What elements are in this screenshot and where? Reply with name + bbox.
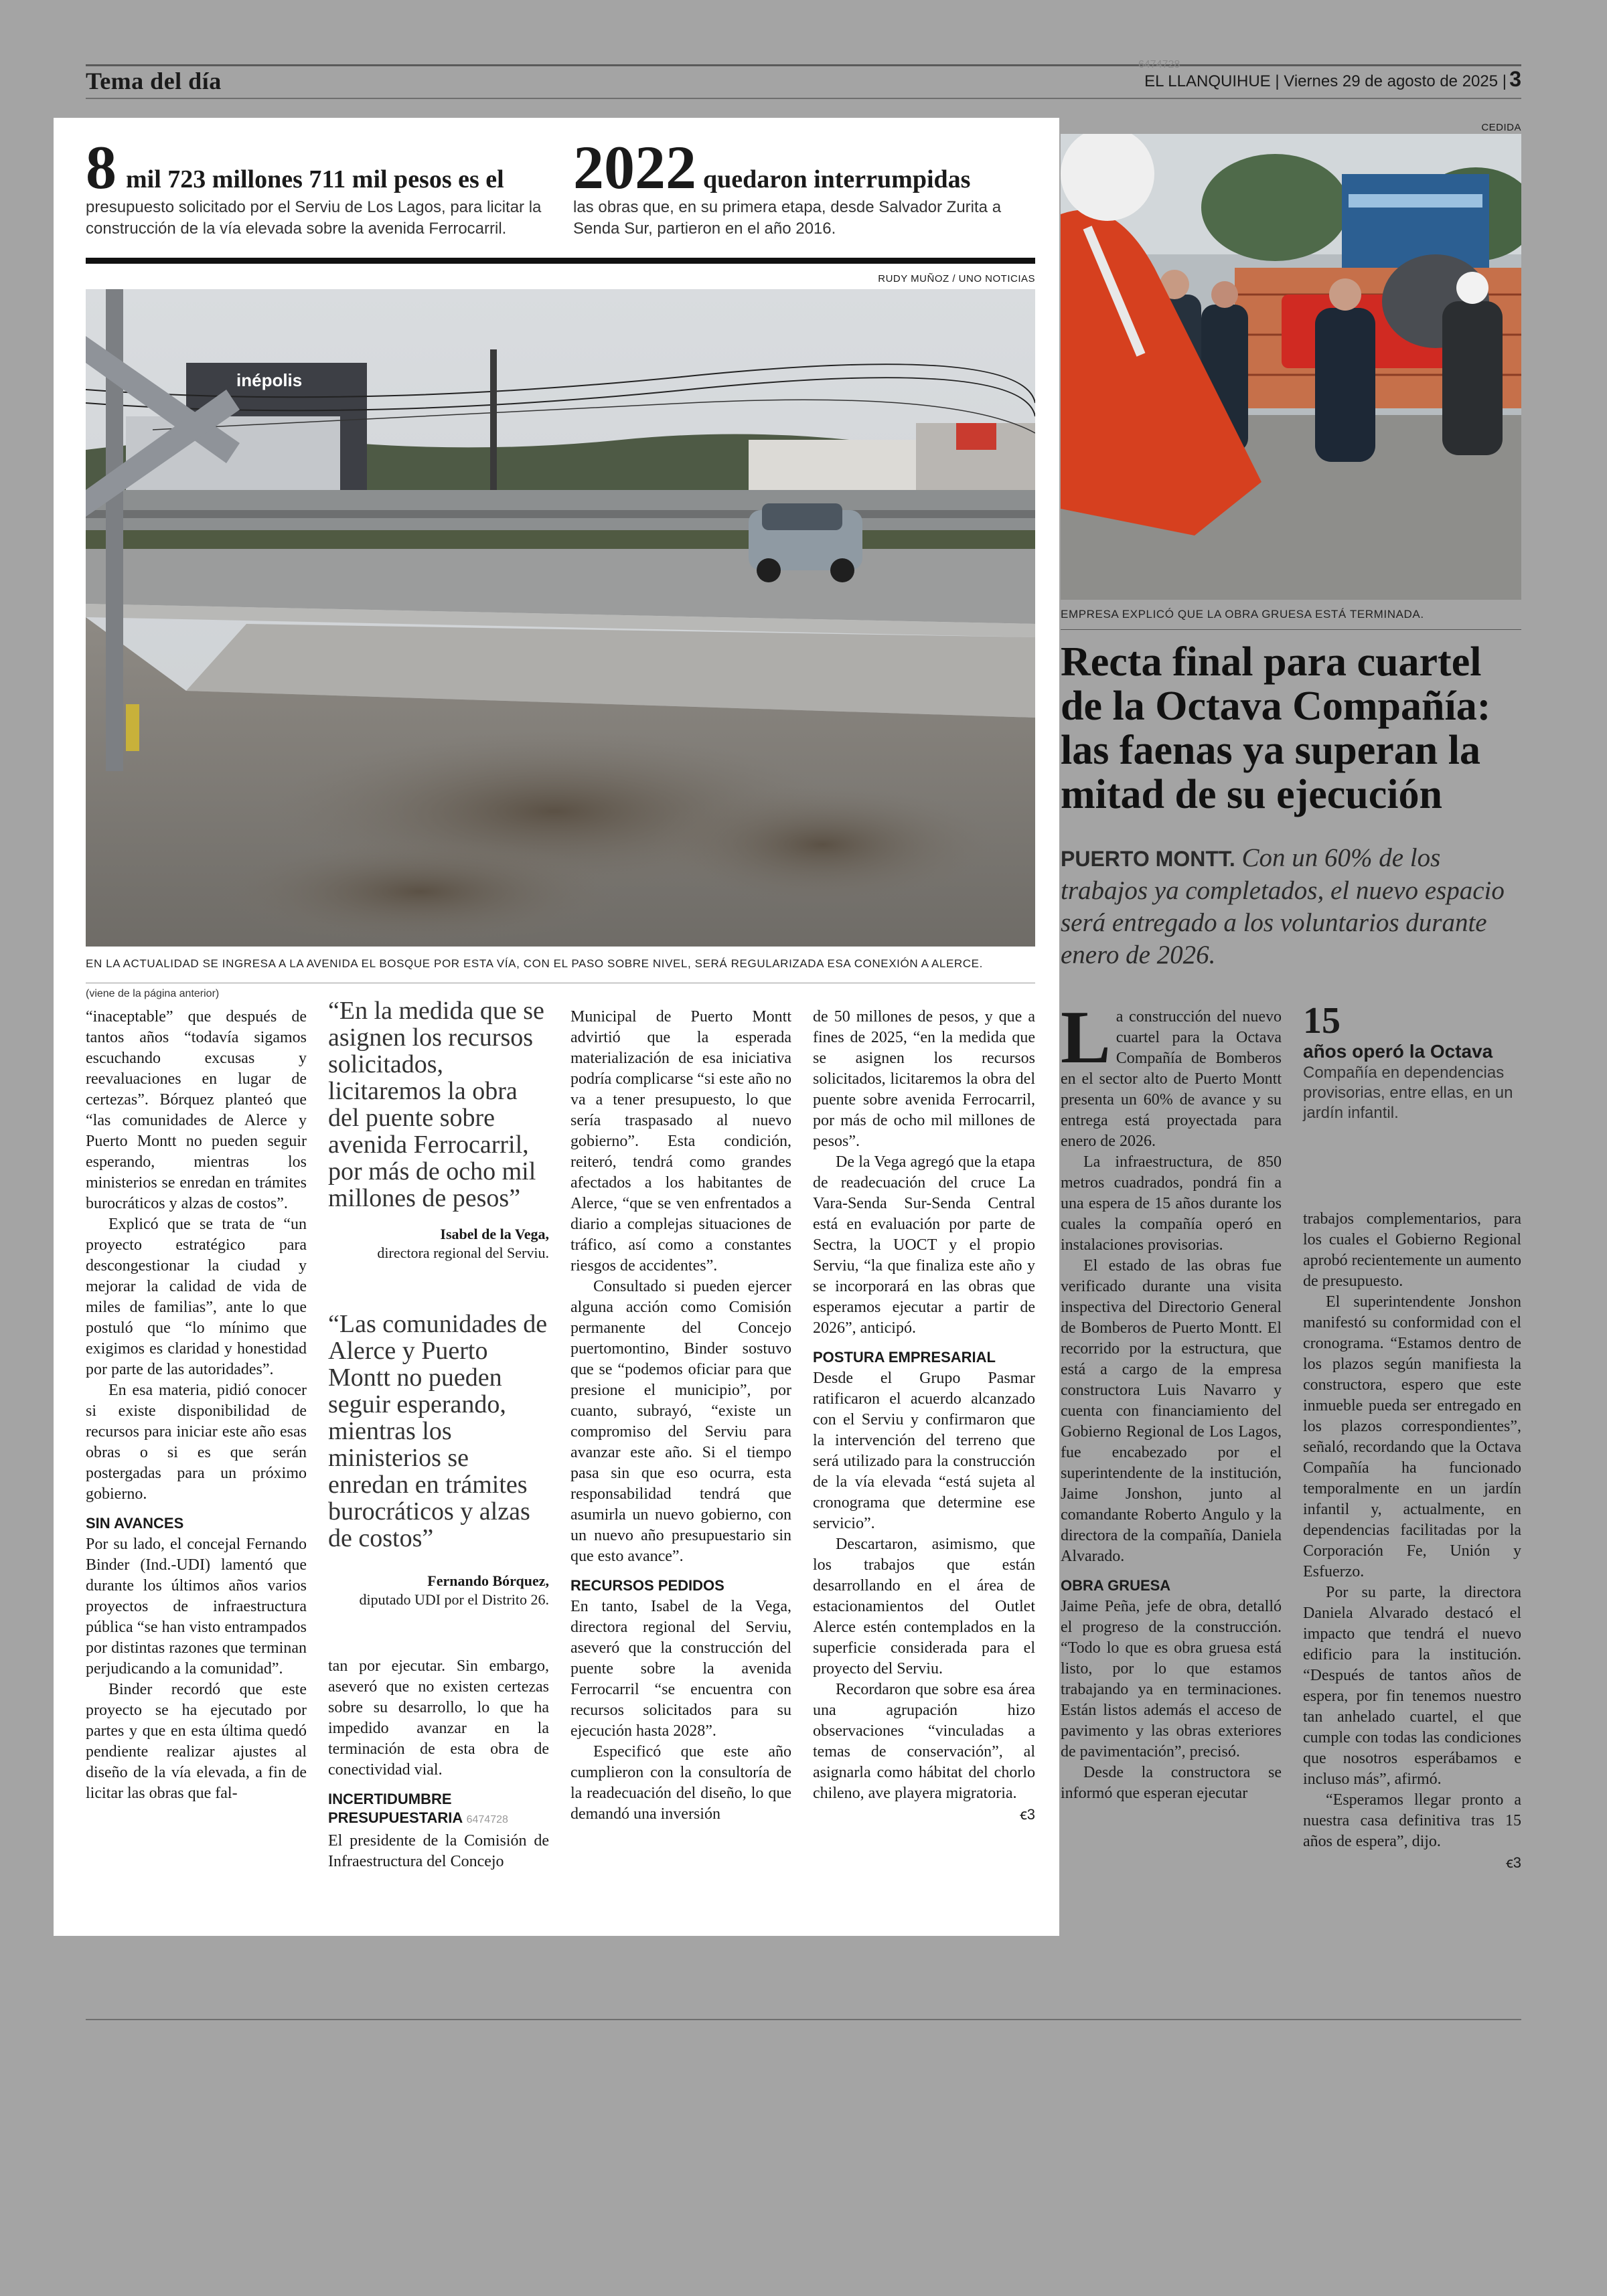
right-colAb-para-1: Jaime Peña, jefe de obra, detalló el progreso de la construcción. “Todo lo que es obra gruesa está listo, por lo que estamos trabajando ya en terminaciones. Están listos además el acceso de pavimento y las obras exteriores de pavimentación”, precisó. xyxy=(1061,1598,1282,1760)
subhead-sin-avances: SIN AVANCES xyxy=(86,1515,184,1532)
right-photo-caption: EMPRESA EXPLICÓ QUE LA OBRA GRUESA ESTÁ TERMINADA. xyxy=(1061,608,1424,621)
figure-box-2 xyxy=(573,133,1042,240)
right-photo-illustration xyxy=(1061,134,1521,600)
quote-2-role: diputado UDI por el Distrito 26. xyxy=(359,1591,549,1608)
right-colB-para-1: trabajos complementarios, para los cuales el Gobierno Regional aprobó recientemente un aumento de presupuesto. xyxy=(1303,1210,1521,1290)
col4-para-2: De la Vega agregó que la etapa de readecuación del cruce La Vara-Senda Sur-Senda Central está en evaluación por parte de Sectra, la UOCT y el propio Serviu, “la que finaliza este año y se incorporará en las obras que esperamos ejecutar a partir de 2026”, anticipó. xyxy=(813,1153,1035,1337)
left-col-4 xyxy=(813,1007,1035,1825)
right-lead xyxy=(1061,842,1521,971)
right-intro: a construcción del nuevo cuartel para la Octava Compañía de Bomberos en el sector alto de Puerto Montt presenta un 60% de avance y su entrega está proyectada para enero de 2026. xyxy=(1061,1008,1282,1150)
right-colB-para-3: Por su parte, la directora Daniela Alvarado destacó el impacto que tendrá el nuevo edificio para la institución. “Después de tantos años de espera, por fin tenemos nuestro tan anhelado cuartel, el que cumple con todas las condiciones que nosotros esperábamos e incluso más”, afirmó. xyxy=(1303,1584,1521,1788)
right-photo-credit: CEDIDA xyxy=(1481,122,1521,133)
subhead-obra-gruesa: OBRA GRUESA xyxy=(1061,1577,1171,1594)
main-photo xyxy=(86,289,1035,947)
left-col-1 xyxy=(86,1007,307,1804)
quote-block-1 xyxy=(328,997,549,1262)
figure-1-text: presupuesto solicitado por el Serviu de Los Lagos, para licitar la construcción de la vía elevada sobre la avenida Ferrocarril. xyxy=(86,198,542,238)
figures-bottom-bar xyxy=(86,258,1035,264)
quote-1-role: directora regional del Serviu. xyxy=(377,1244,549,1261)
left-col-3 xyxy=(570,1007,791,1825)
right-colB-para-2: El superintendente Jonshon manifestó su conformidad con el cronograma. “Estamos dentro de los plazos según manifiesta la constructora, espero que este inmueble pueda ser entregado en los plazos correspondientes”, señaló, recordando que la Octava Compañía ha funcionado temporalmente en un jardín infantil y, actualmente, en dependencias facilitadas por la Corporación Fe, Unión y Esfuerzo. xyxy=(1303,1293,1521,1580)
right-caption-rule xyxy=(1061,629,1521,630)
fact-box xyxy=(1303,1001,1521,1123)
col1b-para-1: Por su lado, el concejal Fernando Binder (Ind.-UDI) lamentó que durante los últimos años varios proyectos de infraestructura pública “se han visto entrampados por distintas razones que terminan perjudicando a la comunidad”. xyxy=(86,1536,307,1677)
figure-2-headline: quedaron interrumpidas xyxy=(703,165,971,193)
col4b-para-3: Recordaron que sobre esa área una agrupación hizo observaciones “vinculadas a temas de conservación”, al asignarla como hábitat del chorlo chileno, ave playera migratoria. xyxy=(813,1681,1035,1802)
quote-block-2 xyxy=(328,1311,549,1609)
col1-para-2: Explicó que se trata de “un proyecto estratégico para descongestionar la ciudad y mejorar la calidad de vida de miles de familias”, ante lo que postuló que “lo mínimo que exigimos es claridad y honestidad por parte de las autoridades”. xyxy=(86,1216,307,1378)
left-col-2 xyxy=(328,1656,549,1872)
right-col-a xyxy=(1061,996,1282,1804)
col4b-para-1: Desde el Grupo Pasmar ratificaron el acuerdo alcanzado con el Serviu y confirmaron que la intervención del terreno que será utilizado para la construcción de la vía elevada “está sujeta al cronograma que determine ese servicio”. xyxy=(813,1370,1035,1532)
right-colA-para-1: La infraestructura, de 850 metros cuadrados, pondrá fin a una espera de 15 años durante los cuales la compañía operó en instalaciones provisorias. xyxy=(1061,1153,1282,1254)
quote-1-attribution xyxy=(328,1225,549,1262)
fact-text: Compañía en dependencias provisorias, entre ellas, en un jardín infantil. xyxy=(1303,1064,1513,1122)
lead-text: Con un 60% de los trabajos ya completados, el nuevo espacio será entregado a los voluntarios durante enero de 2026. xyxy=(1061,843,1505,969)
col3b-para-2: Especificó que este año cumplieron con la consultoría de la readecuación del diseño, lo que demandó una inversión xyxy=(570,1743,791,1823)
main-photo-credit: RUDY MUÑOZ / UNO NOTICIAS xyxy=(878,273,1035,284)
right-colB-para-4: “Esperamos llegar pronto a nuestra casa definitiva tras 15 años de espera”, dijo. xyxy=(1303,1791,1521,1850)
page-bottom-rule xyxy=(86,2019,1521,2020)
fact-big: 15 xyxy=(1303,1000,1341,1042)
page-number: 3 xyxy=(1509,67,1521,91)
figure-box-1 xyxy=(86,133,554,240)
figure-1-headline: mil 723 millones 711 mil pesos es el xyxy=(126,165,504,193)
quote-2-text: “Las comunidades de Alerce y Puerto Montt no pueden seguir esperando, mientras los ministerios se enredan en trámites burocráticos y alzas de costos” xyxy=(328,1310,548,1552)
quote-1-text: “En la medida que se asignen los recursos solicitados, licitaremos la obra del puente sobre avenida Ferrocarril, por más de ocho mil millones de pesos” xyxy=(328,997,544,1212)
col3b-para-1: En tanto, Isabel de la Vega, directora regional del Serviu, aseveró que la construcción del puente sobre la avenida Ferrocarril “se encuentra con recursos solicitados para su ejecución hasta 2028”. xyxy=(570,1598,791,1740)
continued-note: (viene de la página anterior) xyxy=(86,988,220,999)
main-photo-illustration xyxy=(86,289,1035,947)
right-photo xyxy=(1061,134,1521,600)
right-colAb-para-2: Desde la constructora se informó que esperan ejecutar xyxy=(1061,1764,1282,1802)
header-paper-line xyxy=(1144,72,1507,91)
left-article-end-mark: ꞓ3 xyxy=(1020,1806,1035,1823)
figure-2-text: las obras que, en su primera etapa, desde Salvador Zurita a Senda Sur, partieron en el año 2016. xyxy=(573,198,1002,238)
subhead-incertidumbre xyxy=(328,1790,549,1829)
col4-para-1: de 50 millones de pesos, y que a fines de 2025, “en la medida que se asignen los recursos solicitados, licitaremos la obra del puente sobre avenida Ferrocarril, por más de ocho mil millones de pesos”. xyxy=(813,1008,1035,1150)
col1-para-1: “inaceptable” que después de tantos años “todavía sigamos escuchando excusas y reevaluaciones en lugar de certezas”. Bórquez planteó que “las comunidades de Alerce y Puerto Montt no pueden seguir esperando, mientras los ministerios se enredan en trámites burocráticos y alzas de costos”. xyxy=(86,1008,307,1212)
section-title: Tema del día xyxy=(86,68,222,94)
col1-para-3: En esa materia, pidió conocer si existe disponibilidad de recursos para iniciar este año esas obras o si es que serán postergadas para un próximo gobierno. xyxy=(86,1382,307,1503)
subhead-watermark: 6474728 xyxy=(466,1814,508,1825)
header-separator: | xyxy=(1275,72,1284,90)
col4b-para-2: Descartaron, asimismo, que los trabajos que están desarrollando en el área de estacionamientos del Outlet Alerce estén contemplados en la superficie considerada para el proyecto del Serviu. xyxy=(813,1536,1035,1677)
fact-headline: años operó la Octava xyxy=(1303,1041,1493,1062)
quote-2-name: Fernando Bórquez, xyxy=(427,1572,549,1589)
right-article-end-mark: ꞓ3 xyxy=(1506,1854,1521,1871)
col2b-para: El presidente de la Comisión de Infraestructura del Concejo xyxy=(328,1832,549,1870)
cinema-sign: inépolis xyxy=(236,370,303,390)
header-watermark: 6474728 xyxy=(1138,59,1180,70)
col3-para-2: Consultado si pueden ejercer alguna acción como Comisión permanente del Concejo puertomontino, Binder sostuvo que se “podemos oficiar para que presione el municipio”, por cuanto, subrayó, “existe un compromiso del Serviu para avanzar este año. Si el tiempo pasa sin que eso ocurra, esta responsabilidad tendrá que asumirla un nuevo gobierno, con un nuevo año presupuestario sin que esto avance”. xyxy=(570,1278,791,1565)
dropcap: L xyxy=(1061,996,1111,1079)
header-bottom-rule xyxy=(86,98,1521,99)
header-separator-2: | xyxy=(1502,72,1507,90)
figure-2-big: 2022 xyxy=(573,133,696,201)
right-col-b xyxy=(1303,1209,1521,1873)
edition-date: Viernes 29 de agosto de 2025 xyxy=(1284,72,1499,90)
right-headline: Recta final para cuartel de la Octava Compañía: las faenas ya superan la mitad de su ejecución xyxy=(1061,639,1491,817)
subhead-recursos: RECURSOS PEDIDOS xyxy=(570,1577,724,1594)
header-top-rule xyxy=(86,64,1521,66)
subhead-postura: POSTURA EMPRESARIAL xyxy=(813,1349,996,1366)
quote-2-attribution xyxy=(328,1572,549,1609)
main-photo-caption: EN LA ACTUALIDAD SE INGRESA A LA AVENIDA EL BOSQUE POR ESTA VÍA, CON EL PASO SOBRE NIVEL, SERÁ REGULARIZADA ESA CONEXIÓN A ALERCE. xyxy=(86,957,983,970)
paper-name: EL LLANQUIHUE xyxy=(1144,72,1271,90)
col1b-para-2: Binder recordó que este proyecto se ha ejecutado por partes y que en esta última quedó pendiente realizar ajustes al diseño de la vía elevada, a fin de licitar las obras que fal- xyxy=(86,1681,307,1802)
lead-place: PUERTO MONTT. xyxy=(1061,847,1235,871)
quote-1-name: Isabel de la Vega, xyxy=(440,1226,549,1242)
subhead-incertidumbre-text: INCERTIDUMBRE PRESUPUESTARIA xyxy=(328,1791,463,1826)
col3-para-1: Municipal de Puerto Montt advirtió que la esperada materialización de esa iniciativa podría complicarse “si este año no va a tener presupuesto, lo que sería traspasado al nuevo gobierno”. Esta condición, reiteró, tendrá como grandes afectados a los habitantes de Alerce, “que se ven enfrentados a diario a complejas situaciones de tráfico, así como a constantes riesgos de accidentes”. xyxy=(570,1008,791,1275)
col2-para: tan por ejecutar. Sin embargo, aseveró que no existen certezas sobre su desarrollo, lo que ha impedido avanzar en la terminación de esta obra de conectividad vial. xyxy=(328,1657,549,1779)
figure-1-big: 8 xyxy=(86,133,117,201)
right-colA-para-2: El estado de las obras fue verificado durante una visita inspectiva del Directorio General de Bomberos de Puerto Montt. El recorrido por la estructura, que está a cargo de la empresa constructora Luis Navarro y cuenta con financiamiento del Gobierno Regional de Los Lagos, fue encabezado por el superintendente de la institución, Jaime Jonshon, junto al comandante Roberto Angulo y la directora de la compañía, Daniela Alvarado. xyxy=(1061,1257,1282,1565)
